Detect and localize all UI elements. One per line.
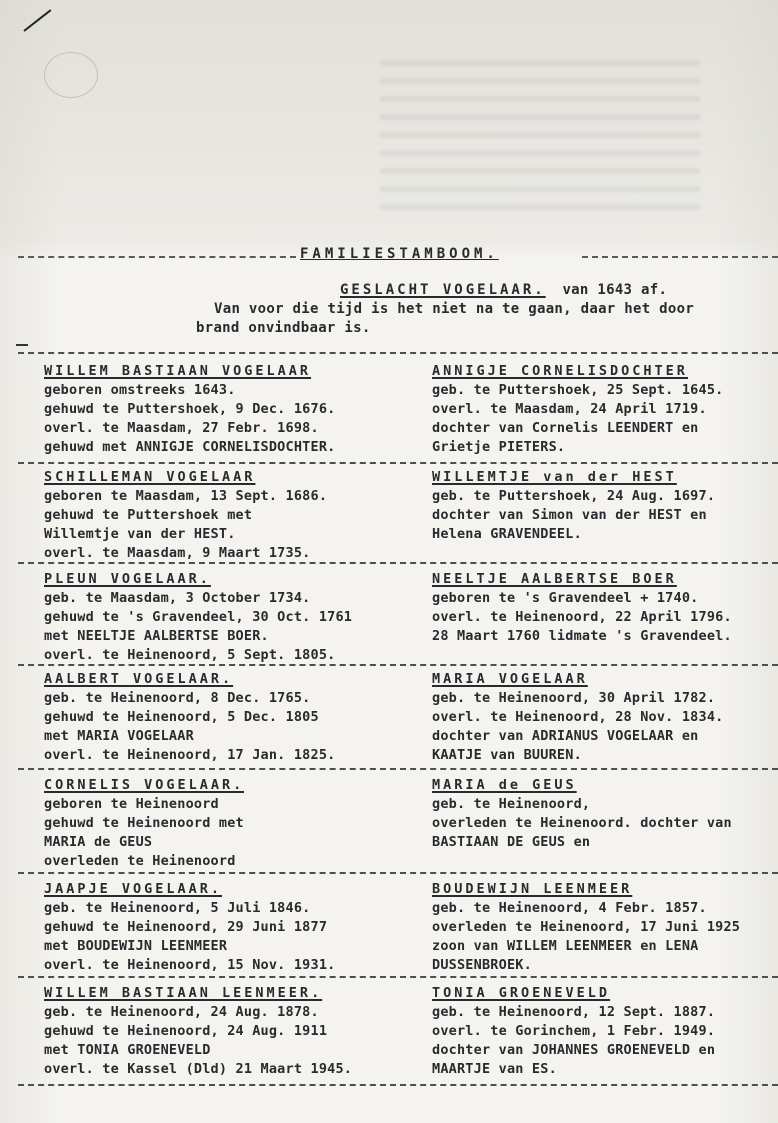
record-line: geb. te Heinenoord, 24 Aug. 1878.	[44, 1004, 319, 1020]
record-line: overl. te Gorinchem, 1 Febr. 1949.	[432, 1023, 716, 1039]
spouse-entry	[432, 670, 723, 765]
record-line: geb. te Puttershoek, 25 Sept. 1645.	[432, 382, 724, 398]
record-line: 28 Maart 1760 lidmate 's Gravendeel.	[432, 628, 732, 644]
record-line: geb. te Maasdam, 3 October 1734.	[44, 590, 311, 606]
person-entry	[44, 362, 335, 457]
spouse-entry	[432, 362, 723, 457]
record-line: met MARIA VOGELAAR	[44, 728, 194, 744]
record-line: geb. te Heinenoord, 30 April 1782.	[432, 690, 716, 706]
record-line: zoon van WILLEM LEENMEER en LENA	[432, 938, 699, 954]
record-line: geboren te Maasdam, 13 Sept. 1686.	[44, 488, 328, 504]
record-line: overleden te Heinenoord	[44, 853, 236, 869]
spouse-entry	[432, 984, 715, 1079]
person-entry	[44, 984, 352, 1079]
title-rule-left	[18, 256, 296, 258]
person-entry	[44, 570, 352, 665]
row-separator	[18, 352, 778, 354]
record-line: met TONIA GROENEVELD	[44, 1042, 211, 1058]
spouse-entry	[432, 468, 715, 544]
record-line: MAARTJE van ES.	[432, 1061, 557, 1077]
title-bar	[0, 246, 778, 266]
person-name: NEELTJE AALBERTSE BOER	[432, 571, 677, 587]
person-name: WILLEM BASTIAAN VOGELAAR	[44, 363, 312, 379]
record-line: gehuwd te Heinenoord, 29 Juni 1877	[44, 919, 328, 935]
intro-line-2: Van voor die tijd is het niet na te gaan, daar het door	[214, 301, 695, 317]
record-line: BASTIAAN DE GEUS en	[432, 834, 591, 850]
record-line: geb. te Puttershoek, 24 Aug. 1697.	[432, 488, 716, 504]
record-line: gehuwd te 's Gravendeel, 30 Oct. 1761	[44, 609, 353, 625]
record-line: geb. te Heinenoord,	[432, 796, 591, 812]
faded-stamp	[44, 52, 98, 98]
record-line: met NEELTJE AALBERTSE BOER.	[44, 628, 269, 644]
person-name: BOUDEWIJN LEENMEER	[432, 881, 633, 897]
record-line: dochter van JOHANNES GROENEVELD en	[432, 1042, 716, 1058]
person-name: JAAPJE VOGELAAR.	[44, 881, 223, 897]
record-line: overleden te Heinenoord. dochter van	[432, 815, 732, 831]
record-line: overl. te Heinenoord, 22 April 1796.	[432, 609, 732, 625]
record-line: KAATJE van BUUREN.	[432, 747, 582, 763]
record-line: gehuwd te Heinenoord, 24 Aug. 1911	[44, 1023, 328, 1039]
record-line: overl. te Heinenoord, 15 Nov. 1931.	[44, 957, 336, 973]
row-separator	[18, 462, 778, 464]
record-line: gehuwd te Puttershoek, 9 Dec. 1676.	[44, 401, 336, 417]
spouse-entry	[432, 776, 732, 852]
person-entry	[44, 776, 244, 871]
record-line: dochter van ADRIANUS VOGELAAR en	[432, 728, 699, 744]
person-name: WILLEMTJE van der HEST	[432, 469, 677, 485]
record-line: Helena GRAVENDEEL.	[432, 526, 582, 542]
spouse-entry	[432, 880, 740, 975]
person-name: PLEUN VOGELAAR.	[44, 571, 211, 587]
person-entry	[44, 670, 335, 765]
record-line: geb. te Heinenoord, 12 Sept. 1887.	[432, 1004, 716, 1020]
intro-line-1	[340, 282, 667, 298]
record-line: met BOUDEWIJN LEENMEER	[44, 938, 228, 954]
person-name: WILLEM BASTIAAN LEENMEER.	[44, 985, 323, 1001]
intro-line-3: brand onvindbaar is.	[196, 320, 371, 336]
row-separator	[18, 768, 778, 770]
spouse-entry	[432, 570, 732, 646]
family-start-year: van 1643 af.	[562, 282, 668, 298]
person-name: CORNELIS VOGELAAR.	[44, 777, 245, 793]
record-line: overl. te Maasdam, 27 Febr. 1698.	[44, 420, 319, 436]
row-separator	[18, 872, 778, 874]
record-line: DUSSENBROEK.	[432, 957, 532, 973]
family-name: GESLACHT VOGELAAR.	[340, 282, 546, 298]
record-line: gehuwd te Heinenoord met	[44, 815, 244, 831]
record-line: geboren te 's Gravendeel + 1740.	[432, 590, 699, 606]
record-line: overl. te Maasdam, 9 Maart 1735.	[44, 545, 311, 561]
person-entry	[44, 468, 327, 563]
record-line: dochter van Simon van der HEST en	[432, 507, 707, 523]
record-line: geb. te Heinenoord, 5 Juli 1846.	[44, 900, 311, 916]
row-separator	[18, 976, 778, 978]
margin-tick	[16, 344, 28, 346]
person-name: ANNIGJE CORNELISDOCHTER	[432, 363, 688, 379]
record-line: geboren omstreeks 1643.	[44, 382, 236, 398]
record-line: gehuwd te Puttershoek met	[44, 507, 253, 523]
faded-show-through-text	[380, 60, 700, 220]
person-entry	[44, 880, 335, 975]
record-line: overl. te Heinenoord, 17 Jan. 1825.	[44, 747, 336, 763]
page-title: FAMILIESTAMBOOM.	[300, 246, 499, 262]
person-name: MARIA VOGELAAR	[432, 671, 588, 687]
person-name: AALBERT VOGELAAR.	[44, 671, 234, 687]
record-line: geb. te Heinenoord, 8 Dec. 1765.	[44, 690, 311, 706]
record-line: MARIA de GEUS	[44, 834, 153, 850]
record-line: overl. te Maasdam, 24 April 1719.	[432, 401, 707, 417]
row-separator	[18, 1084, 778, 1086]
person-name: MARIA de GEUS	[432, 777, 577, 793]
record-line: gehuwd met ANNIGJE CORNELISDOCHTER.	[44, 439, 336, 455]
person-name: TONIA GROENEVELD	[432, 985, 611, 1001]
record-line: overl. te Kassel (Dld) 21 Maart 1945.	[44, 1061, 353, 1077]
record-line: geboren te Heinenoord	[44, 796, 219, 812]
record-line: Grietje PIETERS.	[432, 439, 566, 455]
record-line: overl. te Heinenoord, 5 Sept. 1805.	[44, 647, 336, 663]
record-line: geb. te Heinenoord, 4 Febr. 1857.	[432, 900, 707, 916]
record-line: overl. te Heinenoord, 28 Nov. 1834.	[432, 709, 724, 725]
record-line: Willemtje van der HEST.	[44, 526, 236, 542]
record-line: overleden te Heinenoord, 17 Juni 1925	[432, 919, 741, 935]
record-line: gehuwd te Heinenoord, 5 Dec. 1805	[44, 709, 319, 725]
title-rule-right	[582, 256, 778, 258]
record-line: dochter van Cornelis LEENDERT en	[432, 420, 699, 436]
person-name: SCHILLEMAN VOGELAAR	[44, 469, 256, 485]
